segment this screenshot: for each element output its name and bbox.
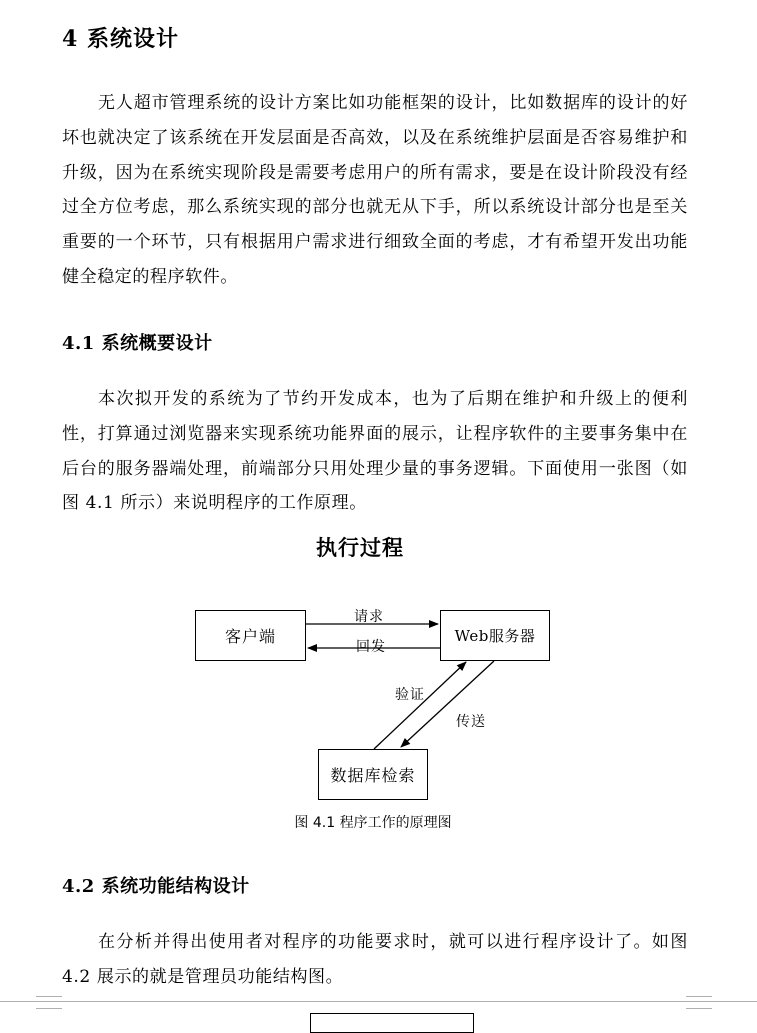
margin-corner-right <box>686 996 712 997</box>
subsection-4-1-title: 4.1 系统概要设计 <box>62 333 213 354</box>
margin-corner-left <box>36 996 62 997</box>
figure-title: 执行过程 <box>316 535 404 560</box>
subsection-4-2-title: 4.2 系统功能结构设计 <box>62 876 250 897</box>
verify-arrow <box>374 662 466 749</box>
verify-label: 验证 <box>395 687 425 703</box>
figure-caption: 图 4.1 程序工作的原理图 <box>294 815 452 831</box>
request-label: 请求 <box>354 609 384 625</box>
transfer-arrow <box>401 661 494 747</box>
next-page-figure-box <box>310 1013 474 1033</box>
client-box <box>195 610 306 661</box>
intro-paragraph: 无人超市管理系统的设计方案比如功能框架的设计，比如数据库的设计的好坏也就决定了该系统在开发层面是否高效，以及在系统维护层面是否容易维护和升级，因为在系统实现阶段是需要考虑用户的所有需求，要是在设计阶段没有经过全方位考虑，那么系统实现的部分也就无从下手，所以系统设计部分也是至关重要的一个环节，只有根据用户需求进行细致全面的考虑，才有希望开发出功能健全稳定的程序软件。 <box>62 93 688 287</box>
transfer-label: 传送 <box>456 714 486 730</box>
database-box <box>318 749 428 800</box>
page-boundary-line <box>0 1001 757 1002</box>
server-label: Web服务器 <box>454 627 536 645</box>
subsection-4-2-paragraph: 在分析并得出使用者对程序的功能要求时，就可以进行程序设计了。如图 4.2 展示的就是管理员功能结构图。 <box>62 932 688 987</box>
subsection-4-1-paragraph: 本次拟开发的系统为了节约开发成本，也为了后期在维护和升级上的便利性，打算通过浏览器来实现系统功能界面的展示，让程序软件的主要事务集中在后台的服务器端处理，前端部分只用处理少量的事务逻辑。下面使用一张图（如图 4.1 所示）来说明程序的工作原理。 <box>62 389 688 514</box>
database-label: 数据库检索 <box>330 766 416 785</box>
margin-corner-right-next <box>686 1008 712 1009</box>
section-title: 4 系统设计 <box>62 26 179 52</box>
client-label: 客户端 <box>224 627 276 646</box>
margin-corner-left-next <box>36 1008 62 1009</box>
response-label: 回发 <box>356 639 386 655</box>
server-box <box>440 610 550 661</box>
